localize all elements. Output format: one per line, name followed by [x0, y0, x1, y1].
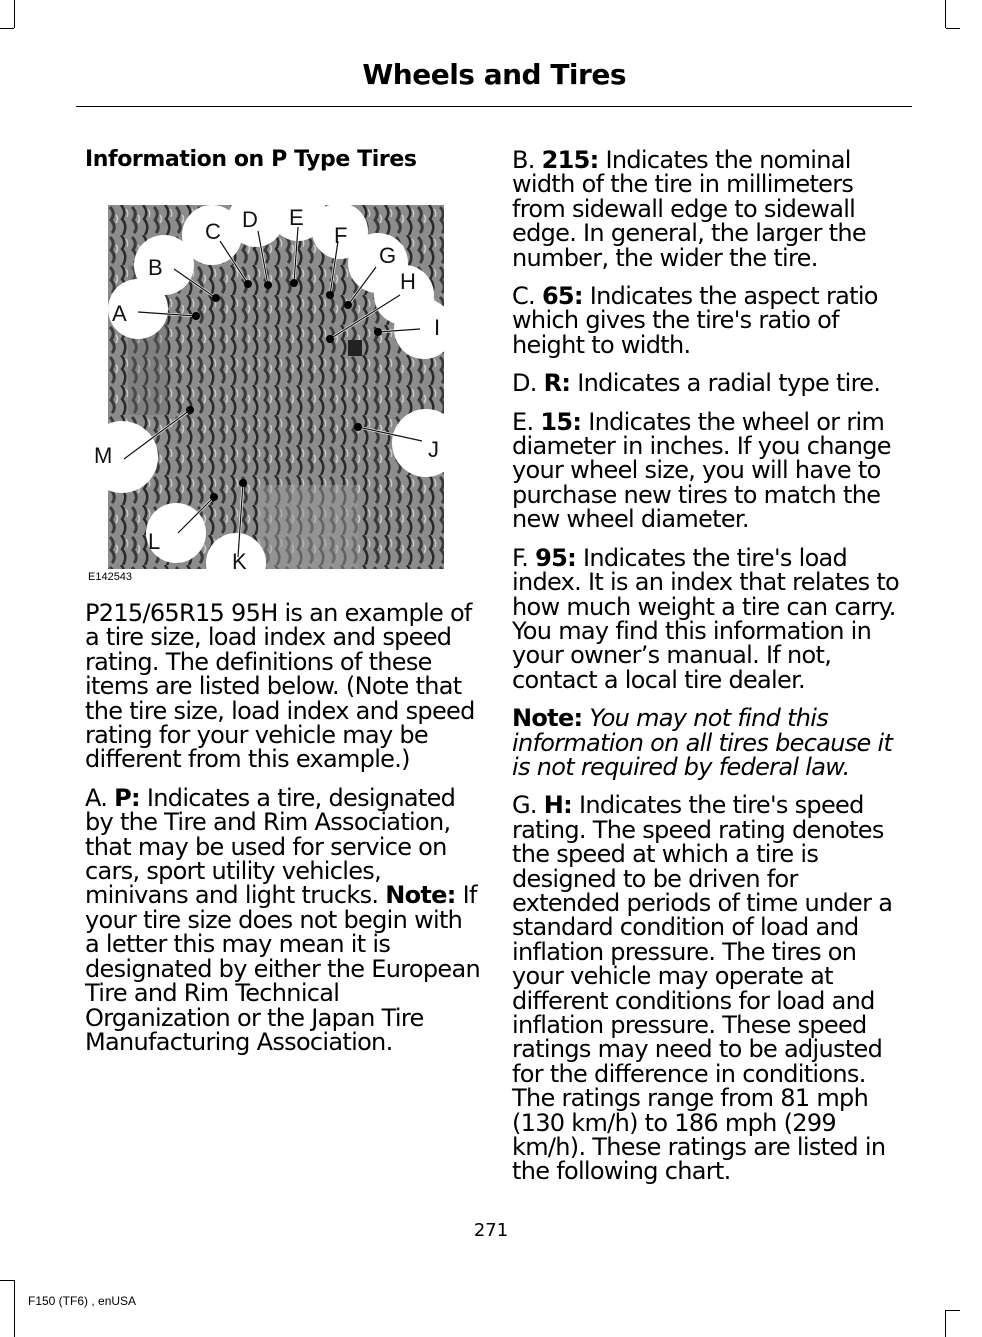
item-a-note-text: If your tire size does not begin with a letter this may mean it is designated by either the European Tire and Rim Technical Organization or the Japan Tire Manufacturing Association. [85, 881, 480, 1056]
item-g-key: H: [543, 791, 573, 820]
callout-c: C [205, 219, 221, 244]
callout-f: F [334, 223, 348, 248]
callout-g: G [379, 243, 397, 268]
figure-id: E142543 [88, 571, 133, 583]
note-label: Note: [512, 704, 583, 733]
tire-sidewall-figure [94, 205, 444, 574]
left-column [85, 601, 480, 1068]
intro-paragraph [85, 601, 480, 772]
crop-mark [14, 0, 15, 28]
item-d-prefix: D. [512, 369, 537, 398]
crop-mark [946, 1310, 960, 1311]
crop-mark [946, 28, 960, 29]
crop-mark [945, 1310, 946, 1337]
crop-mark [14, 1280, 15, 1337]
item-e-paragraph [512, 407, 912, 534]
crop-mark [0, 1280, 14, 1281]
crop-mark [945, 0, 946, 28]
callout-m: M [94, 443, 113, 468]
item-c-prefix: C. [512, 282, 535, 311]
right-column [512, 148, 912, 1198]
item-e-key: 15: [540, 407, 582, 436]
callout-a: A [112, 301, 127, 326]
item-b-prefix: B. [512, 146, 535, 174]
item-a-paragraph [85, 783, 480, 1056]
item-f-key: 95: [535, 543, 577, 572]
callout-e: E [289, 205, 304, 230]
crop-mark [0, 28, 14, 29]
note-paragraph [512, 706, 912, 779]
item-d-key: R: [543, 369, 571, 398]
item-b-text: Indicates the nominal width of the tire in millimeters from sidewall edge to sidewall edge. In general, the larger the number, the wider the tire. [512, 146, 866, 272]
item-b-key: 215: [541, 146, 599, 174]
item-f-paragraph [512, 543, 912, 694]
footer-model: F150 (TF6) , enUSA [28, 1294, 137, 1308]
item-c-paragraph [512, 284, 912, 357]
callout-i: I [434, 315, 441, 340]
item-b-paragraph [512, 148, 912, 270]
item-g-text: Indicates the tire's speed rating. The speed rating denotes the speed at which a tire is designed to be driven for extended periods of time under a standard condition of load and inflation pressure. The tires on your vehicle may operate at different conditions for load and inflation pressure. These speed ratings may need to be adjusted for the difference in conditions. The ratings range from 81 mph (130 km/h) to 186 mph (299 km/h). These ratings are listed in the following chart. [512, 791, 893, 1186]
item-g-prefix: G. [512, 791, 537, 820]
tire-sidewall-illustration [94, 205, 444, 574]
callout-l: L [148, 529, 161, 554]
callout-d: D [242, 207, 258, 232]
item-e-prefix: E. [512, 407, 534, 436]
page-number: 271 [473, 1220, 509, 1241]
callout-j: J [428, 437, 439, 462]
item-g-paragraph [512, 793, 912, 1184]
header-rule [76, 106, 912, 107]
item-e-text: Indicates the wheel or rim diameter in inches. If you change your wheel size, you will have to purchase new tires to match the new wheel diameter. [512, 407, 891, 534]
item-d-text: Indicates a radial type tire. [577, 369, 881, 398]
page-header-title: Wheels and Tires [362, 58, 626, 91]
item-a-text: Indicates a tire, designated by the Tire and Rim Association, that may be used for service on cars, sport utility vehicles, minivans and light trucks. [85, 783, 456, 910]
item-a-note-label: Note: [385, 881, 456, 910]
item-a-prefix: A. [85, 783, 108, 812]
item-c-text: Indicates the aspect ratio which gives the tire's ratio of height to width. [512, 282, 878, 359]
item-f-text: Indicates the tire's load index. It is an index that relates to how much weight a tire can carry. You may find this information in your owner’s manual. If not, contact a local tire dealer. [512, 543, 900, 694]
section-title: Information on P Type Tires [85, 147, 417, 172]
intro-text: P215/65R15 95H is an example of a tire size, load index and speed rating. The definitions of these items are listed below. (Note that the tire size, load index and speed rating for your vehicle may be different from this example.) [85, 599, 475, 774]
item-d-paragraph [512, 369, 912, 398]
callout-k: K [232, 549, 247, 574]
callout-h: H [400, 269, 416, 294]
item-c-key: 65: [541, 282, 583, 311]
callout-b: B [148, 255, 163, 280]
item-a-key: P: [114, 783, 140, 812]
note-text: You may not find this information on all tires because it is not required by federal law. [512, 704, 893, 781]
item-f-prefix: F. [512, 543, 529, 572]
